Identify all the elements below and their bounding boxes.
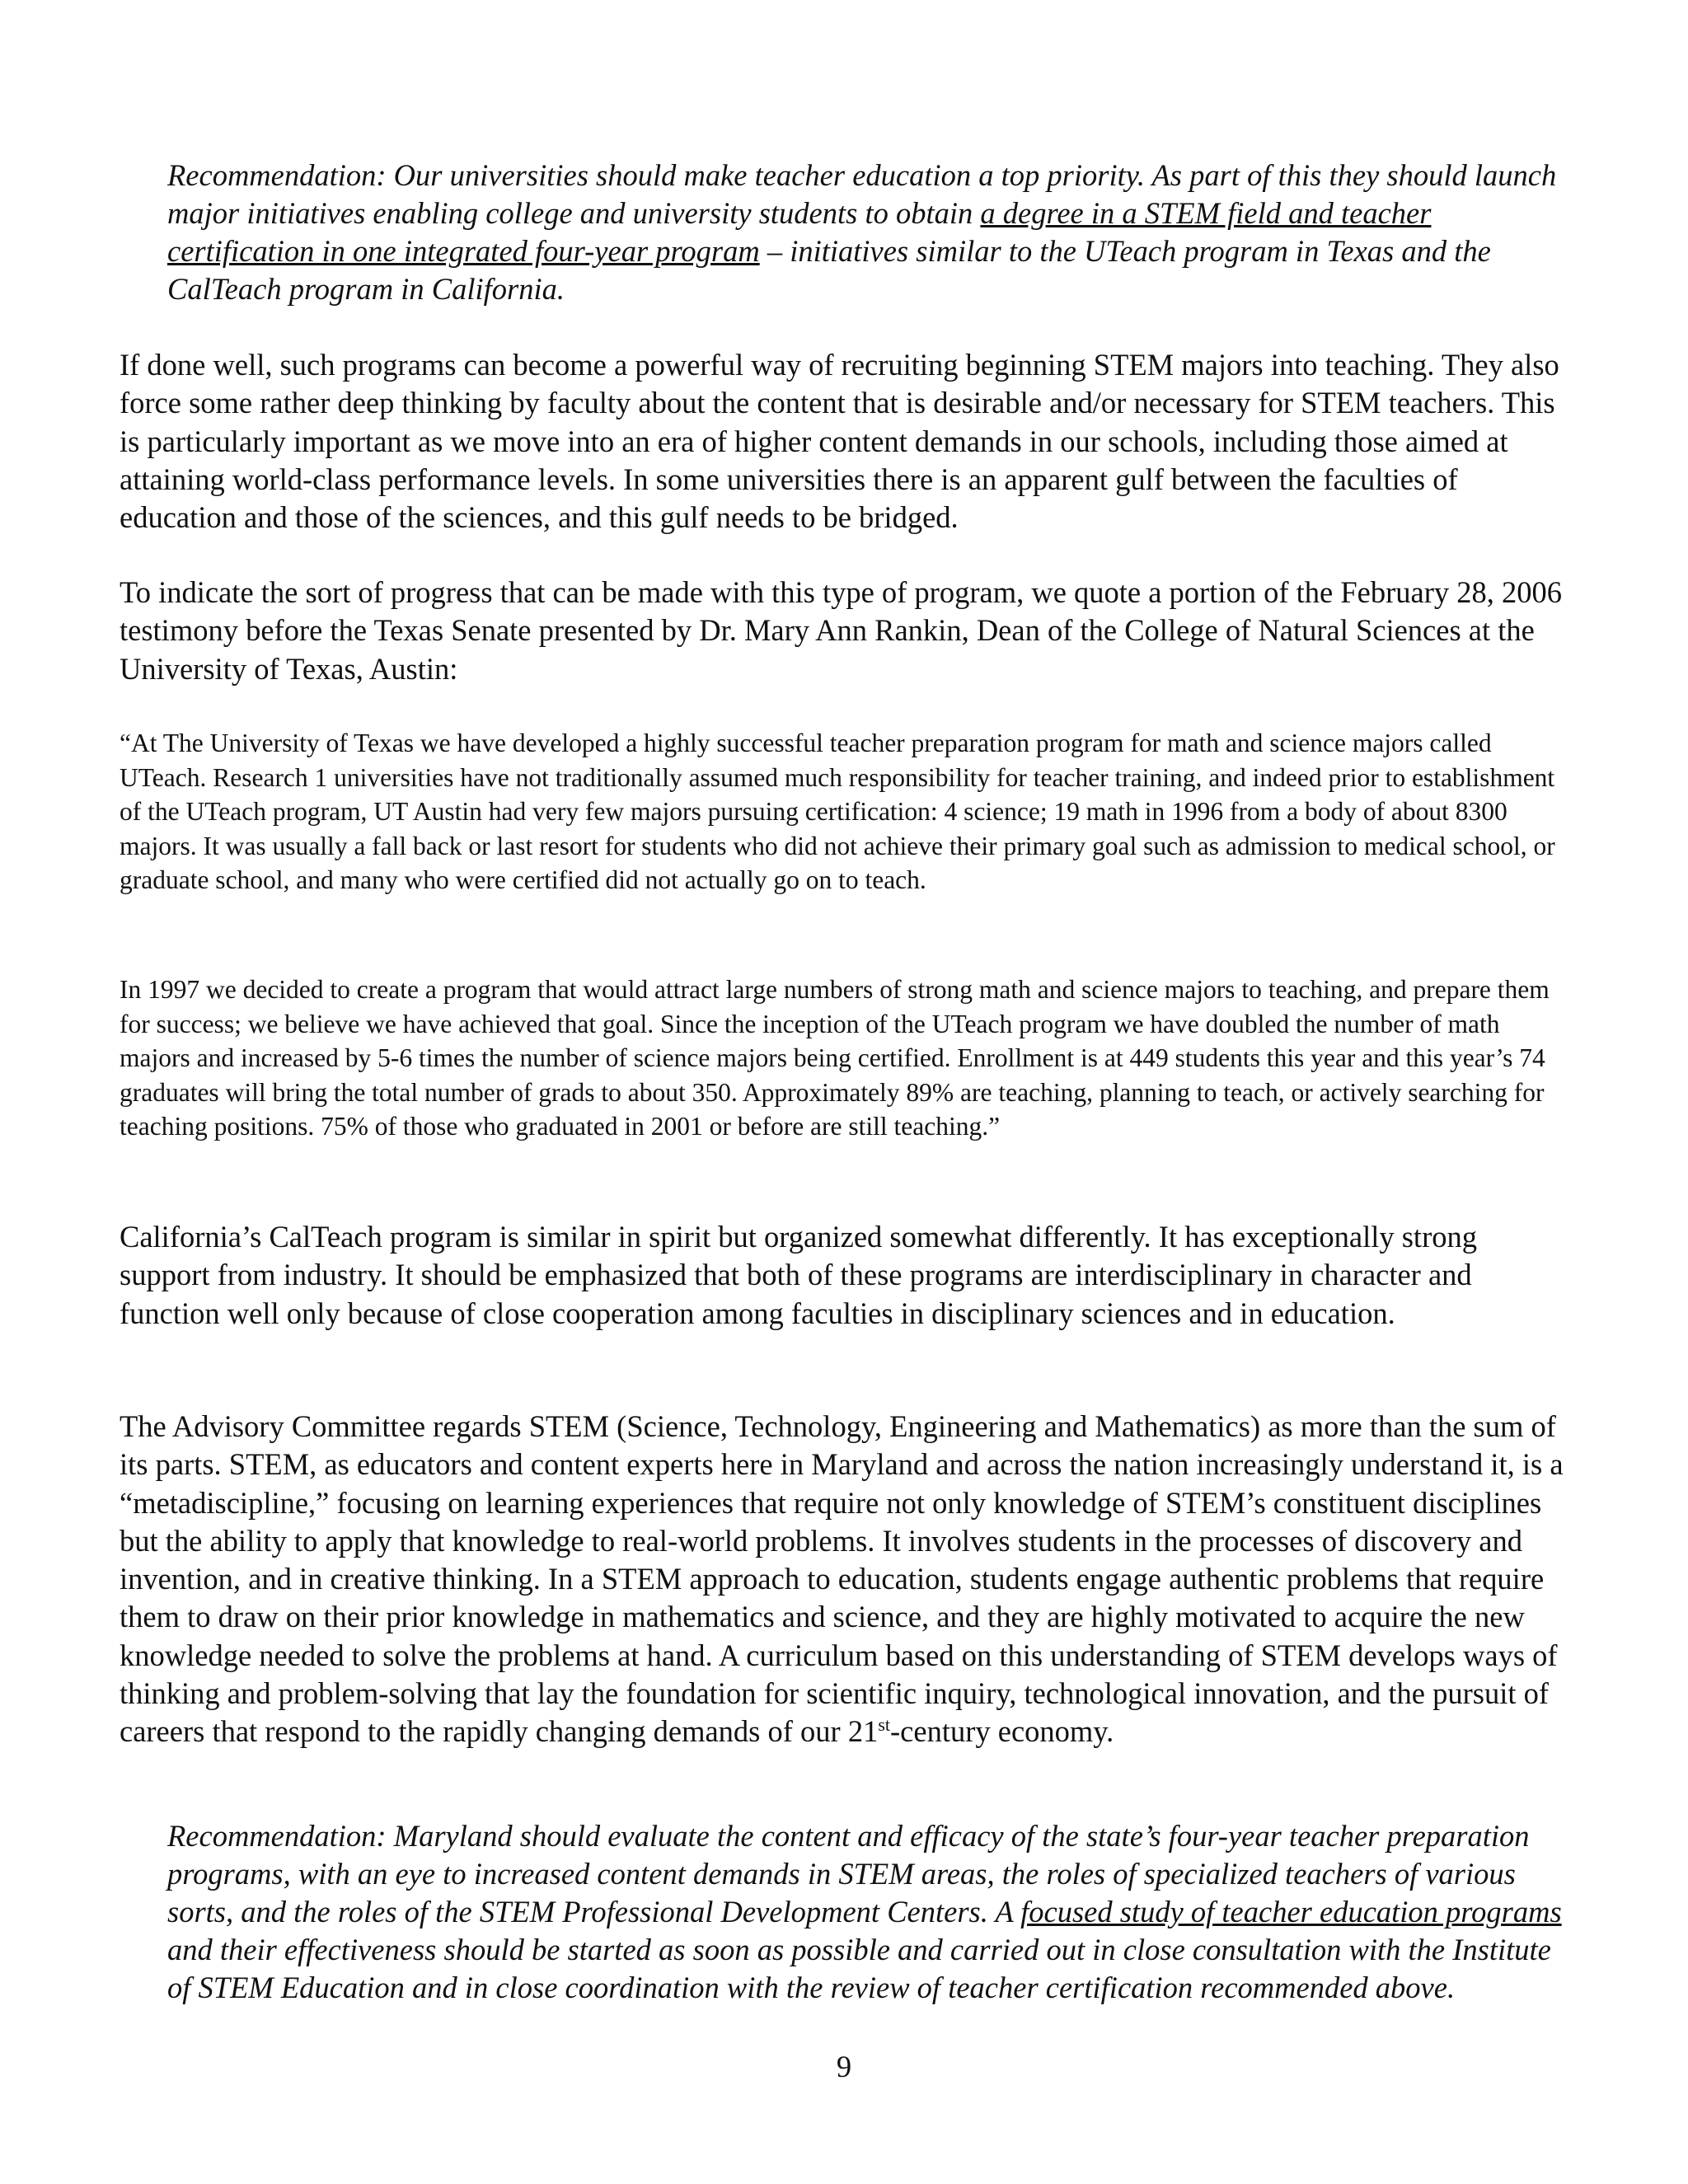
recommendation-2-underlined-phrase: focused study of teacher education programs — [1020, 1895, 1562, 1929]
quote-uteach-history: “At The University of Texas we have developed a highly successful teacher preparation program for math and science majors called UTeach. Research 1 universities have not traditionally assumed much responsibility for teacher training, and indeed prior to establishment of the UTeach program, UT Austin had very few majors pursuing certification: 4 science; 19 math in 1996 from a body of about 8300 majors. It was usually a fall back or last resort for students who did not achieve their primary goal such as admission to medical school, or graduate school, and many who were certified did not actually go on to teach. — [120, 729, 1555, 895]
paragraph-testimony-intro: To indicate the sort of progress that can be made with this type of program, we quote a portion of the February 28, 2006 testimony before the Texas Senate presented by Dr. Mary Ann Rankin, Dean of the College of Natural Sciences at the University of Texas, Austin: — [120, 575, 1563, 686]
page-number: 9 — [836, 2050, 852, 2083]
recommendation-2-trail: and their effectiveness should be started as soon as possible and carried out in close consultation with the Institute of STEM Education and in close coordination with the review of teacher certification recommended above. — [167, 1933, 1551, 2004]
recommendation-teacher-education-priority — [167, 157, 1568, 308]
paragraph-4-superscript: st — [878, 1714, 891, 1736]
paragraph-stem-metadiscipline — [120, 1408, 1570, 1751]
recommendation-1-trail: – initiatives similar to the UTeach program in Texas and the CalTeach program in California. — [167, 234, 1491, 306]
paragraph-4-tail: -century economy. — [890, 1714, 1114, 1749]
paragraph-4-text: The Advisory Committee regards STEM (Science, Technology, Engineering and Mathematics) as more than the sum of its parts. STEM, as educators and content experts here in Maryland and across the nation increasingly understand it, is a “metadiscipline,” focusing on learning experiences that require not only knowledge of STEM’s constituent disciplines but the ability to apply that knowledge to real-world problems. It involves students in the processes of discovery and invention, and in creative thinking. In a STEM approach to education, students engage authentic problems that require them to draw on their prior knowledge in mathematics and science, and they are highly motivated to acquire the new knowledge needed to solve the problems at hand. A curriculum based on this understanding of STEM develops ways of thinking and problem-solving that lay the foundation for scientific inquiry, technological innovation, and the pursuit of careers that respond to the rapidly changing demands of our 21 — [120, 1409, 1564, 1749]
recommendation-evaluate-programs — [167, 1817, 1573, 2007]
quote-uteach-results: In 1997 we decided to create a program that would attract large numbers of strong math and science majors to teaching, and prepare them for success; we believe we have achieved that goal. Since the inception of the UTeach program we have doubled the number of math majors and increased by 5-6 times the number of science majors being certified. Enrollment is at 449 students this year and this year’s 74 graduates will bring the total number of grads to about 350. Approximately 89% are teaching, planning to teach, or actively searching for teaching positions. 75% of those who graduated in 2001 or before are still teaching.” — [120, 975, 1550, 1141]
paragraph-calteach: California’s CalTeach program is similar in spirit but organized somewhat differently. It has exceptionally strong support from industry. It should be emphasized that both of these programs are interdisciplinary in character and function well only because of close cooperation among faculties in disciplinary sciences and in education. — [120, 1220, 1477, 1330]
paragraph-programs-recruiting: If done well, such programs can become a powerful way of recruiting beginning STEM majors into teaching. They also force some rather deep thinking by faculty about the content that is desirable and/or necessary for STEM teachers. This is particularly important as we move into an era of higher content demands in our schools, including those aimed at attaining world-class performance levels. In some universities there is an apparent gulf between the faculties of education and those of the sciences, and this gulf needs to be bridged. — [120, 348, 1559, 535]
recommendation-1-lead: Recommendation: Our universities should make teacher education a top priority. As part of this they should launch major initiatives enabling college and university students to obtain — [167, 158, 1557, 230]
recommendation-1-underlined-phrase: a degree in a STEM field and teacher certification in one integrated four-year program — [167, 196, 1432, 268]
recommendation-2-lead: Recommendation: Maryland should evaluate the content and efficacy of the state’s four-year teacher preparation programs, with an eye to increased content demands in STEM areas, the roles of specialized teachers of various sorts, and the roles of the STEM Professional Development Centers. A — [167, 1819, 1530, 1929]
